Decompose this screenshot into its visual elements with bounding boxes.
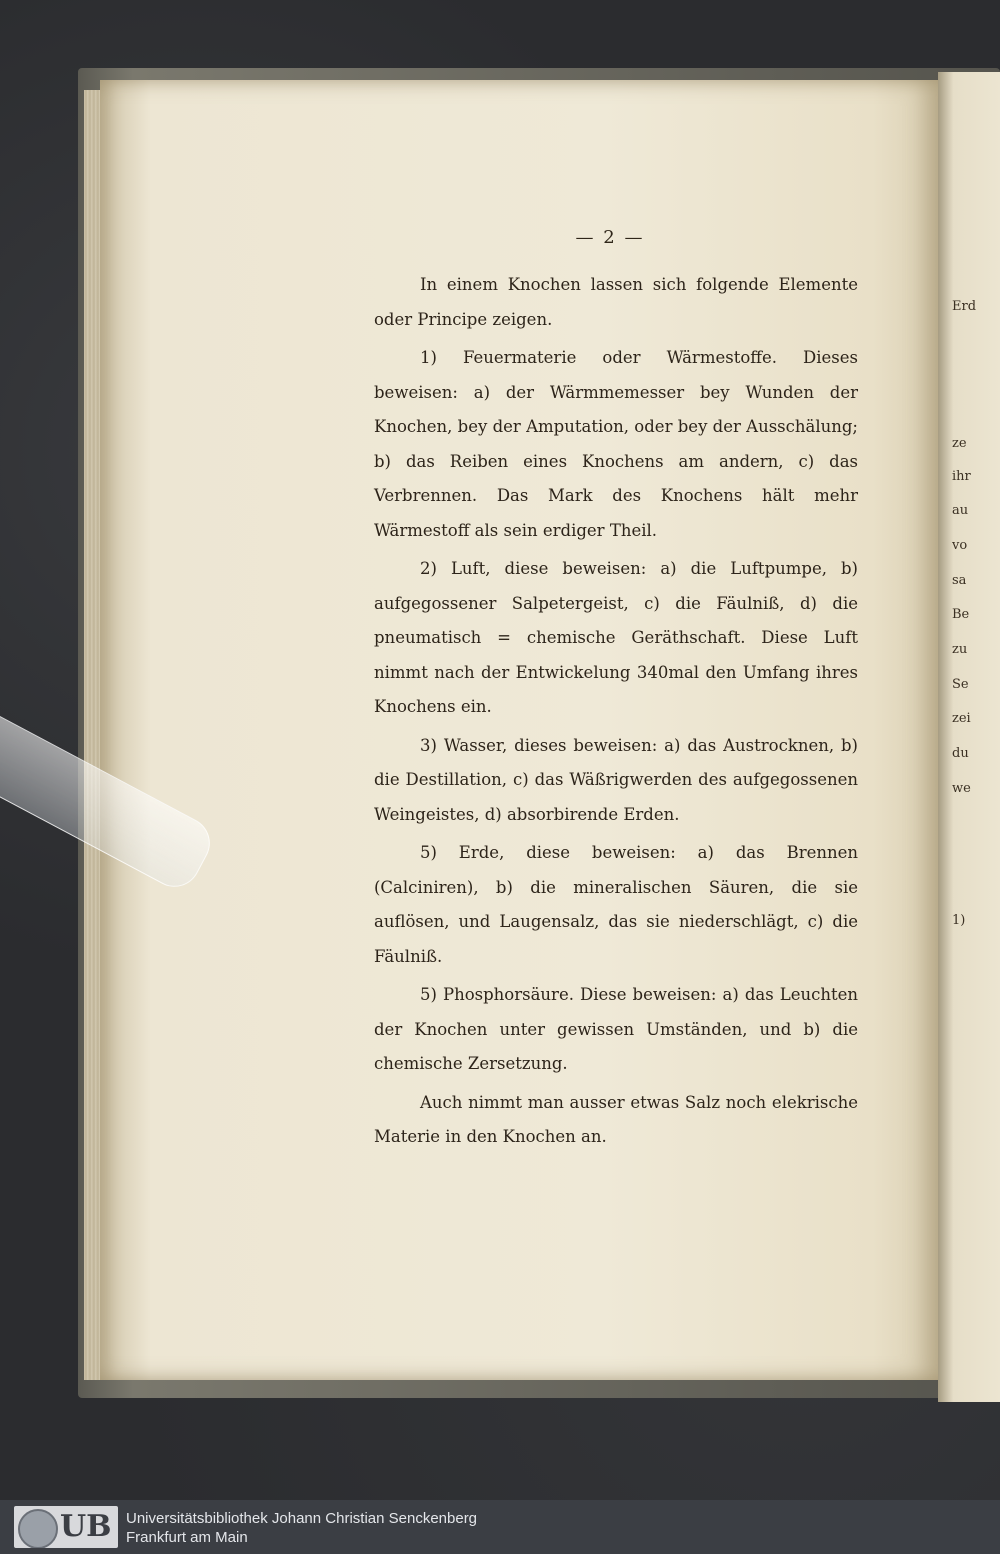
library-logo[interactable]: [14, 1506, 118, 1548]
page-number: — 2 —: [575, 227, 645, 248]
right-fragment: sa: [952, 574, 967, 587]
paragraph: 5) Phosphorsäure. Diese beweisen: a) das Leuchten der Knochen unter gewissen Umständen, und b) die chemische Zersetzung.: [374, 985, 858, 1073]
logo-letters: UB: [60, 1509, 112, 1544]
paragraph: In einem Knochen lassen sich folgende Elemente oder Principe zeigen.: [374, 275, 858, 329]
right-fragment: Be: [952, 608, 970, 621]
right-fragment: we: [952, 782, 971, 795]
right-page: [938, 72, 1000, 1402]
paragraph: 3) Wasser, dieses beweisen: a) das Austrocknen, b) die Destillation, c) das Wäßrigwerden des aufgegossenen Weingeistes, d) absorbirende Erden.: [374, 735, 858, 824]
seal-icon: [18, 1509, 58, 1548]
paragraph: 1) Feuermaterie oder Wärmestoffe. Dieses beweisen: a) der Wärmmemesser bey Wunden der Knochen, bey der Amputation, oder bey der Ausschälung; b) das Reiben eines Knochens am andern, c) das Verbrennen. Das Mark des Knochens hält mehr Wärmestoff als sein erdiger Theil.: [374, 348, 858, 540]
page-text: [374, 268, 858, 1159]
right-fragment: ihr: [952, 470, 971, 483]
right-fragment: zei: [952, 712, 971, 725]
library-name: [126, 1509, 477, 1547]
right-fragment: vo: [952, 539, 968, 552]
right-fragment: au: [952, 504, 969, 517]
right-fragment: 1): [952, 914, 966, 927]
library-name-line2: Frankfurt am Main: [126, 1529, 248, 1546]
right-fragment: zu: [952, 643, 968, 656]
right-fragment: ze: [952, 437, 967, 450]
right-fragment: du: [952, 747, 969, 760]
paragraph: 5) Erde, diese beweisen: a) das Brennen (Calciniren), b) die mineralischen Säuren, die sie auflösen, und Laugensalz, das sie niederschlägt, c) die Fäulniß.: [374, 843, 858, 966]
footer-bar: [0, 1500, 1000, 1554]
right-fragment: Erd: [952, 300, 977, 313]
paragraph: 2) Luft, diese beweisen: a) die Luftpumpe, b) aufgegossener Salpetergeist, c) die Fäulniß, d) die pneumatisch = chemische Geräthschaft. Diese Luft nimmt nach der Entwickelung 340mal den Umfang ihres Knochens ein.: [374, 559, 858, 716]
right-fragment: Se: [952, 678, 969, 691]
library-name-line1: Universitätsbibliothek Johann Christian Senckenberg: [126, 1510, 478, 1527]
paragraph: Auch nimmt man ausser etwas Salz noch elekrische Materie in den Knochen an.: [374, 1092, 858, 1146]
